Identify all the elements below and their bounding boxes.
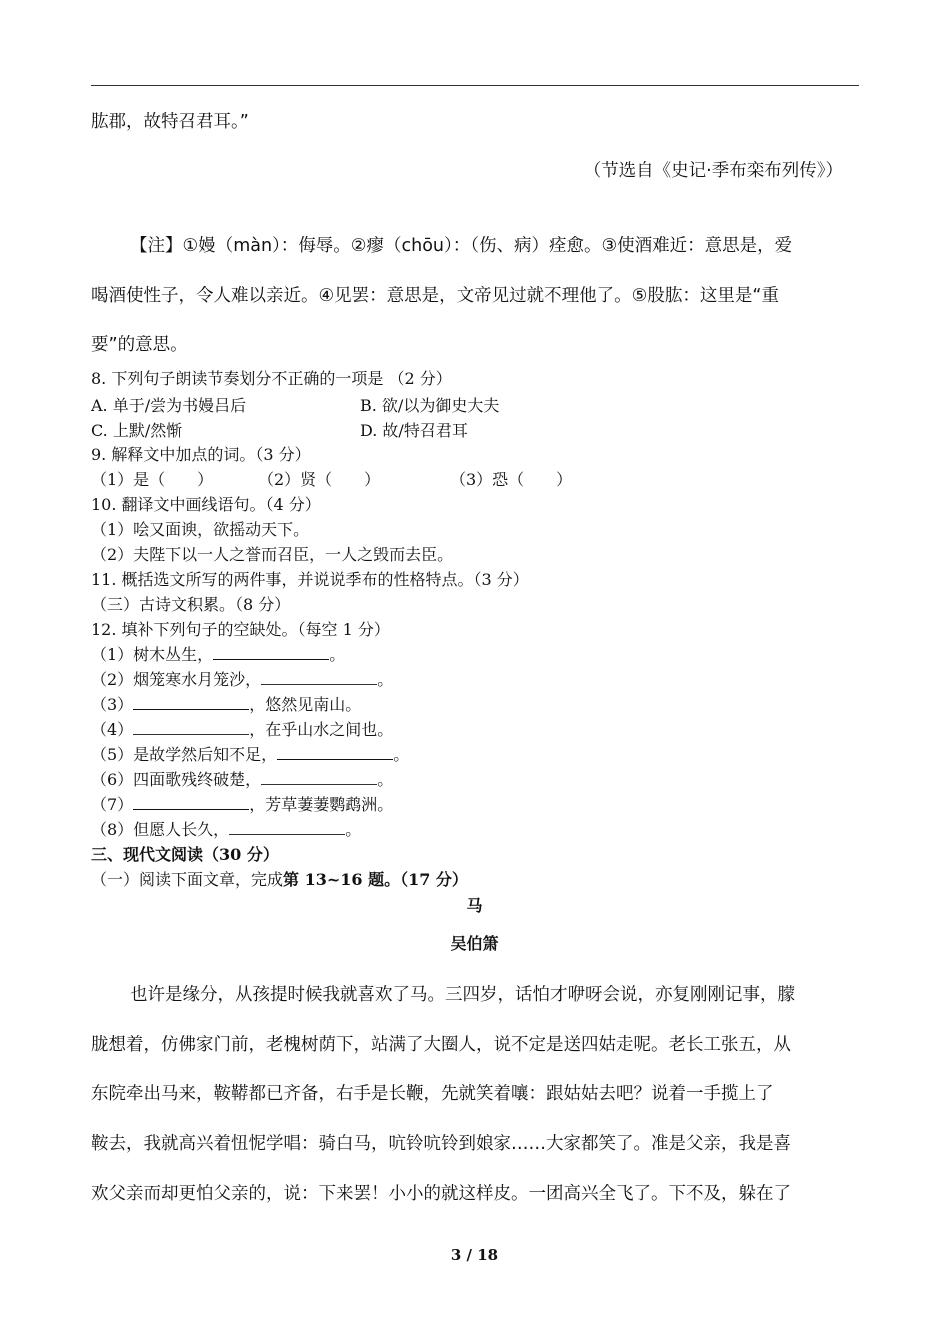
q9-item-1: （1）是（ ） xyxy=(91,470,214,489)
q12-item: （3） ，悠然见南山。 xyxy=(91,695,362,714)
q12-item: （6）四面歌残终破楚， 。 xyxy=(91,770,394,789)
answer-blank[interactable] xyxy=(133,795,249,810)
answer-blank[interactable] xyxy=(277,745,393,760)
q9-item-2: （2）贤（ ） xyxy=(258,470,381,489)
q10-item-2: （2）夫陛下以一人之誉而召臣，一人之毁而去臣。 xyxy=(91,545,454,564)
answer-blank[interactable] xyxy=(133,695,249,710)
q11-stem: 11. 概括选文所写的两件事，并说说季布的性格特点。（3 分） xyxy=(91,570,529,589)
source-citation: （节选自《史记·季布栾布列传》） xyxy=(583,161,843,181)
q12-item: （7） ，芳草萋萋鹦鹉洲。 xyxy=(91,795,394,814)
q12-item: （2）烟笼寒水月笼沙， 。 xyxy=(91,670,394,689)
article-line: 欢父亲而却更怕父亲的，说：下来罢！小小的就这样皮。一团高兴全飞了。下不及，躲在了 xyxy=(91,1184,791,1204)
article-line: 鞍去，我就高兴着忸怩学唱：骑白马，吭铃吭铃到娘家……大家都笑了。准是父亲，我是喜 xyxy=(91,1134,791,1154)
q12-stem: 12. 填补下列句子的空缺处。（每空 1 分） xyxy=(91,620,390,639)
article-line: 东院牵出马来，鞍鞯都已齐备，右手是长鞭，先就笑着嚷：跟姑姑去吧？说着一手揽上了 xyxy=(91,1084,774,1104)
article-line: 胧想着，仿佛家门前，老槐树荫下，站满了大圈人，说不定是送四姑走呢。老长工张五，从 xyxy=(91,1035,791,1055)
q8-option-b: B. 欲/以为御史大夫 xyxy=(360,396,500,415)
page-number: 3 / 18 xyxy=(450,1246,499,1264)
article-author: 吴伯箫 xyxy=(450,934,499,953)
answer-blank[interactable] xyxy=(261,770,377,785)
q12-item: （4） ，在乎山水之间也。 xyxy=(91,720,394,739)
q12-item: （1）树木丛生， 。 xyxy=(91,645,346,664)
section-heading: （三）古诗文积累。（8 分） xyxy=(91,595,291,614)
article-title: 马 xyxy=(466,896,483,915)
answer-blank[interactable] xyxy=(261,670,377,685)
q10-stem: 10. 翻译文中画线语句。（4 分） xyxy=(91,495,321,514)
q9-stem: 9. 解释文中加点的词。（3 分） xyxy=(91,445,311,464)
q8-option-a: A. 单于/尝为书嫚吕后 xyxy=(91,396,247,415)
q9-item-3: （3）恐（ ） xyxy=(450,470,573,489)
passage-tail: 肱郡，故特召君耳。” xyxy=(91,112,249,132)
notes-line-2: 喝酒使性子，令人难以亲近。④见罢：意思是，文帝见过就不理他了。⑤股肱：这里是“重 xyxy=(91,286,779,306)
q10-item-1: （1）哙又面谀，欲摇动天下。 xyxy=(91,520,310,539)
q8-option-d: D. 故/特召君耳 xyxy=(360,421,468,440)
reading-instruction: （一）阅读下面文章，完成第 13~16 题。（17 分） xyxy=(91,870,468,889)
answer-blank[interactable] xyxy=(229,820,345,835)
q12-item: （5）是故学然后知不足， 。 xyxy=(91,745,410,764)
article-line: 也许是缘分，从孩提时候我就喜欢了马。三四岁，话怕才咿呀会说，亦复刚刚记事，朦 xyxy=(130,985,795,1005)
notes-line-3: 要”的意思。 xyxy=(91,335,188,355)
header-rule xyxy=(91,85,859,86)
q12-item: （8）但愿人长久， 。 xyxy=(91,820,362,839)
q8-option-c: C. 上默/然惭 xyxy=(91,421,183,440)
answer-blank[interactable] xyxy=(133,720,249,735)
notes-line-1: 【注】①嫚（màn）：侮辱。②瘳（chōu）：（伤、病）痊愈。③使酒难近：意思是，爱 xyxy=(130,236,793,256)
answer-blank[interactable] xyxy=(213,645,329,660)
q8-stem: 8. 下列句子朗读节奏划分不正确的一项是 （2 分） xyxy=(91,369,452,388)
part-heading: 三、现代文阅读（30 分） xyxy=(91,845,279,864)
